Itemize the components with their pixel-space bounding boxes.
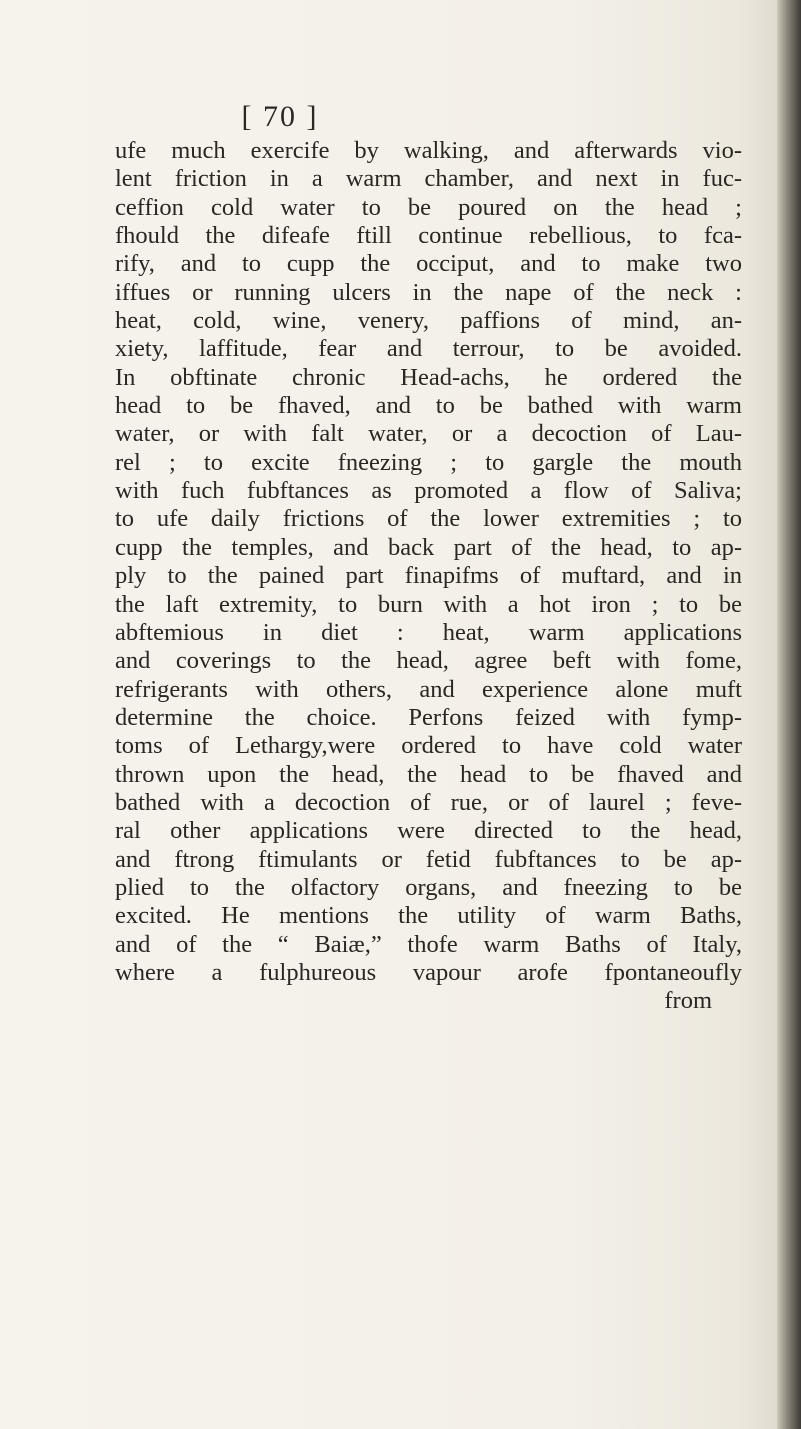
page-edge-shadow: [777, 0, 801, 1429]
text-line: rel ; to excite fneezing ; to gargle the mouth: [115, 448, 742, 476]
text-line: head to be fhaved, and to be bathed with warm: [115, 392, 742, 420]
text-line: iffues or running ulcers in the nape of the neck :: [115, 278, 742, 306]
text-line: toms of Lethargy,were ordered to have cold water: [115, 732, 742, 760]
text-line: plied to the olfactory organs, and fneezing to be: [115, 873, 742, 901]
text-line: fhould the difeafe ftill continue rebellious, to fca-: [115, 222, 742, 250]
text-line: xiety, laffitude, fear and terrour, to be avoided.: [115, 335, 742, 363]
text-line: and coverings to the head, agree beft with fome,: [115, 647, 742, 675]
text-line: where a fulphureous vapour arofe fpontaneoufly: [115, 958, 742, 986]
page-number: [ 70 ]: [241, 100, 319, 133]
text-line: to ufe daily frictions of the lower extremities ; to: [115, 505, 742, 533]
text-line: ceffion cold water to be poured on the head ;: [115, 193, 742, 221]
text-line: ply to the pained part finapifms of muftard, and in: [115, 562, 742, 590]
text-line: excited. He mentions the utility of warm Baths,: [115, 902, 742, 930]
text-line: ral other applications were directed to the head,: [115, 817, 742, 845]
body-text: [115, 137, 742, 1016]
text-line: water, or with falt water, or a decoction of Lau-: [115, 420, 742, 448]
text-line: and of the “ Baiæ,” thofe warm Baths of Italy,: [115, 930, 742, 958]
text-line: determine the choice. Perfons feized with fymp-: [115, 703, 742, 731]
text-line: with fuch fubftances as promoted a flow of Saliva;: [115, 477, 742, 505]
text-line: bathed with a decoction of rue, or of laurel ; feve-: [115, 788, 742, 816]
catchword: from: [664, 987, 712, 1015]
text-line: heat, cold, wine, venery, paffions of mind, an-: [115, 307, 742, 335]
text-line: cupp the temples, and back part of the head, to ap-: [115, 533, 742, 561]
text-line: the laft extremity, to burn with a hot iron ; to be: [115, 590, 742, 618]
text-line: rify, and to cupp the occiput, and to make two: [115, 250, 742, 278]
text-line: In obftinate chronic Head-achs, he ordered the: [115, 363, 742, 391]
text-line: thrown upon the head, the head to be fhaved and: [115, 760, 742, 788]
text-line: refrigerants with others, and experience alone muft: [115, 675, 742, 703]
text-line: abftemious in diet : heat, warm applications: [115, 618, 742, 646]
text-line: and ftrong ftimulants or fetid fubftances to be ap-: [115, 845, 742, 873]
text-line: ufe much exercife by walking, and afterwards vio-: [115, 137, 742, 164]
text-line: lent friction in a warm chamber, and next in fuc-: [115, 165, 742, 193]
